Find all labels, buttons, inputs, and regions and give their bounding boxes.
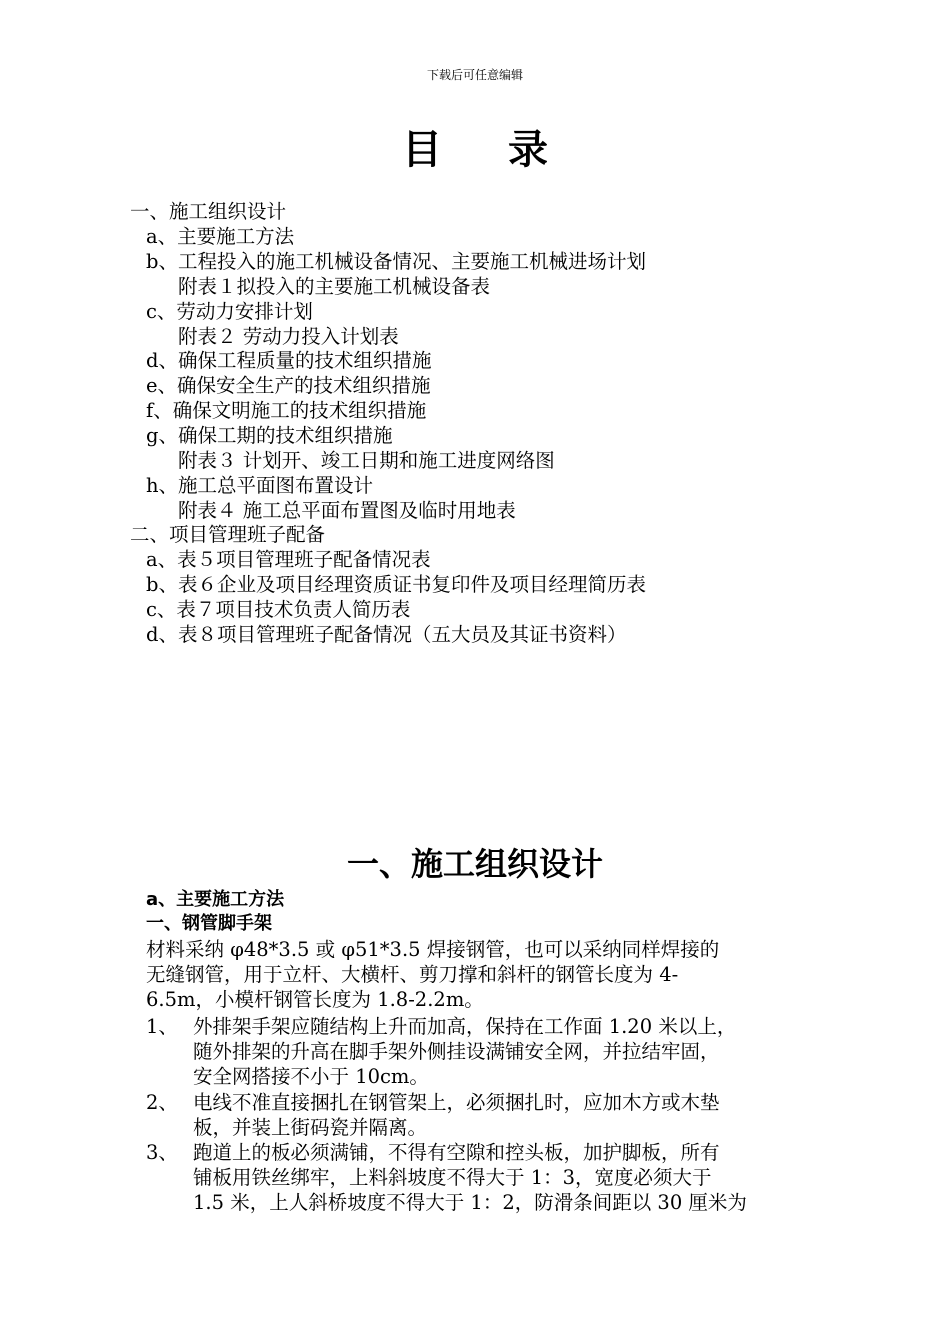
list-number: 2、: [146, 1091, 178, 1114]
toc-item: d、表８项目管理班子配备情况（五大员及其证书资料）: [146, 623, 627, 646]
toc-item: 一、施工组织设计: [130, 200, 287, 223]
toc-item: g、确保工期的技术组织措施: [146, 424, 393, 447]
toc-item: d、确保工程质量的技术组织措施: [146, 349, 432, 372]
toc-item: b、工程投入的施工机械设备情况、主要施工机械进场计划: [146, 250, 646, 273]
toc-item: a、主要施工方法: [146, 225, 295, 248]
toc-item: 附表２ 劳动力投入计划表: [178, 325, 399, 348]
subsection-heading: 一、钢管脚手架: [146, 913, 272, 934]
toc-title: 目 录: [402, 127, 574, 173]
toc-item: 附表１拟投入的主要施工机械设备表: [178, 275, 491, 298]
toc-item: e、确保安全生产的技术组织措施: [146, 374, 431, 397]
list-item-line: 随外排架的升高在脚手架外侧挂设满铺安全网，并拉结牢固，: [193, 1040, 720, 1063]
toc-item: h、施工总平面图布置设计: [146, 474, 374, 497]
paragraph-line: 材料采纳 φ48*3.5 或 φ51*3.5 焊接钢管，也可以采纳同样焊接的: [146, 938, 720, 961]
toc-item: c、表７项目技术负责人简历表: [146, 598, 411, 621]
list-item-line: 电线不准直接捆扎在钢管架上，必须捆扎时，应加木方或木垫: [193, 1091, 720, 1114]
list-item-line: 铺板用铁丝绑牢，上料斜坡度不得大于 1：3，宽度必须大于: [193, 1166, 712, 1189]
list-number: 1、: [146, 1015, 178, 1038]
toc-item: f、确保文明施工的技术组织措施: [146, 399, 427, 422]
toc-item: 附表３ 计划开、竣工日期和施工进度网络图: [178, 449, 555, 472]
paragraph-line: 无缝钢管，用于立杆、大横杆、剪刀撑和斜杆的钢管长度为 4-: [146, 963, 679, 986]
list-item-line: 板，并装上街码瓷并隔离。: [193, 1116, 428, 1139]
toc-item: a、表５项目管理班子配备情况表: [146, 548, 431, 571]
toc-item: b、表６企业及项目经理资质证书复印件及项目经理简历表: [146, 573, 646, 596]
list-item-line: 安全网搭接不小于 10cm。: [193, 1065, 429, 1088]
subsection-heading: a、主要施工方法: [146, 889, 285, 910]
section-title: 一、施工组织设计: [346, 845, 603, 883]
list-item-line: 外排架手架应随结构上升而加高，保持在工作面 1.20 米以上，: [193, 1015, 737, 1038]
toc-item: 附表４ 施工总平面布置图及临时用地表: [178, 499, 516, 522]
toc-item: c、劳动力安排计划: [146, 300, 313, 323]
paragraph-line: 6.5m，小模杆钢管长度为 1.8-2.2m。: [146, 988, 484, 1011]
list-number: 3、: [146, 1141, 178, 1164]
page-header-note: 下载后可任意编辑: [426, 68, 523, 82]
toc-item: 二、项目管理班子配备: [130, 523, 326, 546]
list-item-line: 1.5 米，上人斜桥坡度不得大于 1：2，防滑条间距以 30 厘米为: [193, 1191, 747, 1214]
list-item-line: 跑道上的板必须满铺，不得有空隙和控头板，加护脚板，所有: [193, 1141, 720, 1164]
